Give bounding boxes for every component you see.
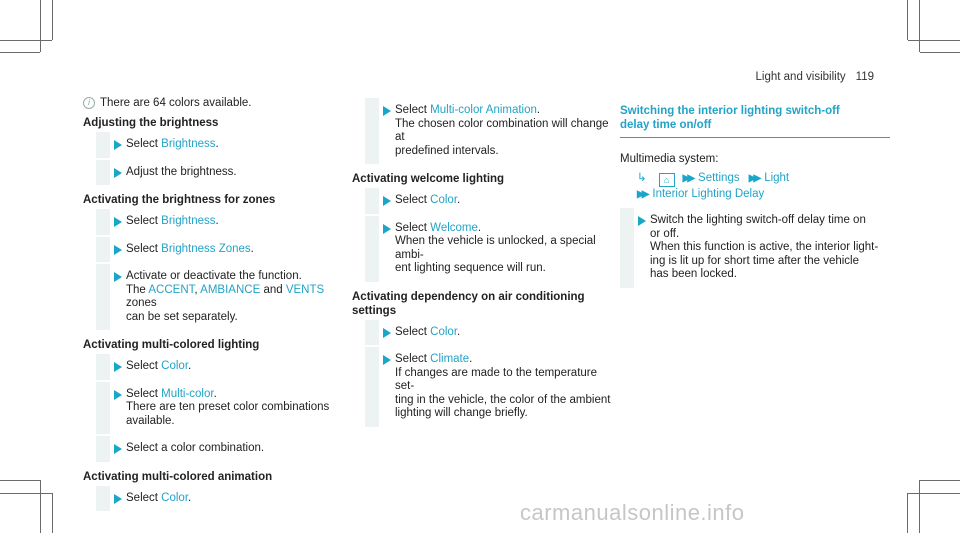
crop-mark	[0, 493, 52, 494]
arrow-icon	[383, 106, 391, 116]
menu-link-light: Light	[764, 172, 790, 184]
page-number: 119	[855, 71, 874, 83]
menu-link-color: Color	[430, 325, 458, 338]
arrow-icon	[114, 494, 122, 504]
step: Select Color.	[365, 194, 617, 208]
step: Select Brightness.	[96, 215, 348, 229]
menu-path	[620, 171, 890, 187]
crop-mark	[907, 0, 908, 40]
arrow-icon	[114, 272, 122, 282]
menu-link-brightness-zones: Brightness Zones	[161, 242, 251, 255]
step: Select Multi-color. There are ten preset color combinations available.	[96, 388, 348, 429]
crop-mark	[919, 480, 920, 533]
menu-link-multicolor: Multi-color	[161, 387, 214, 400]
zone-ambiance: AMBIANCE	[200, 283, 261, 296]
step: Select Climate. If changes are made to the temperature set- ting in the vehicle, the color of the ambient lighting will change briefly.	[365, 353, 617, 421]
watermark: carmanualsonline.info	[520, 500, 745, 525]
page-header	[756, 71, 874, 83]
heading-brightness: Adjusting the brightness	[83, 117, 219, 129]
arrow-icon	[383, 328, 391, 338]
arrow-icon	[114, 245, 122, 255]
menu-link-climate: Climate	[430, 353, 470, 365]
crop-mark	[908, 40, 960, 41]
column-3	[620, 104, 890, 296]
arrow-icon	[114, 217, 122, 227]
heading-multicolor: Activating multi-colored lighting	[83, 339, 260, 351]
zone-accent: ACCENT	[148, 283, 195, 296]
section-rule	[620, 137, 890, 138]
crop-mark	[920, 52, 960, 53]
heading-welcome: Activating welcome lighting	[352, 173, 505, 185]
crop-mark	[920, 480, 960, 481]
step: Activate or deactivate the function. The ACCENT, AMBIANCE and VENTS zones can be set separately.	[96, 270, 348, 324]
system-label: Multimedia system:	[620, 153, 719, 165]
heading-animation: Activating multi-colored animation	[83, 470, 273, 483]
menu-link-brightness: Brightness	[161, 138, 216, 150]
step: Adjust the brightness.	[96, 166, 348, 180]
step: Select Brightness.	[96, 138, 348, 152]
arrow-icon	[383, 355, 391, 365]
menu-path	[620, 187, 890, 202]
menu-link-interior-lighting-delay: Interior Lighting Delay	[652, 188, 765, 200]
step: Select Welcome. When the vehicle is unlocked, a special ambi- ent lighting sequence will run.	[365, 222, 617, 276]
arrow-icon	[114, 140, 122, 150]
info-note: i There are 64 colors available.	[83, 96, 348, 110]
column-1	[83, 96, 348, 519]
info-icon: i	[83, 97, 95, 109]
path-arrow-icon: ↳	[637, 172, 647, 184]
crop-mark	[919, 0, 920, 52]
double-chevron-icon: ▶▶	[637, 189, 647, 200]
menu-link-multicolor-animation: Multi-color Animation	[430, 104, 537, 116]
menu-link-color: Color	[430, 194, 458, 206]
crop-mark	[52, 493, 53, 533]
menu-link-color: Color	[161, 491, 189, 504]
step: Select Color.	[96, 360, 348, 374]
arrow-icon	[114, 362, 122, 372]
step: Select Color.	[96, 492, 348, 506]
home-icon: ⌂	[659, 173, 675, 187]
crop-mark	[0, 480, 40, 481]
column-2	[352, 96, 617, 435]
double-chevron-icon: ▶▶	[682, 173, 693, 184]
arrow-icon	[383, 196, 391, 206]
double-chevron-icon: ▶▶	[748, 173, 759, 184]
crop-mark	[0, 40, 52, 41]
crop-mark	[907, 493, 908, 533]
step: Switch the lighting switch-off delay time on or off. When this function is active, the interior light- ing is lit up for short time after the vehicle has been locked.	[620, 214, 890, 282]
step: Select a color combination.	[96, 442, 348, 456]
step: Select Brightness Zones.	[96, 243, 348, 257]
crop-mark	[40, 0, 41, 52]
section-name: Light and visibility	[755, 71, 846, 83]
crop-mark	[908, 493, 960, 494]
arrow-icon	[114, 168, 122, 178]
arrow-icon	[114, 444, 122, 454]
arrow-icon	[638, 216, 646, 226]
step: Select Color.	[365, 326, 617, 340]
heading-dependency: Activating dependency on air conditioning settings	[352, 290, 585, 317]
arrow-icon	[383, 224, 391, 234]
section-title: Switching the interior lighting switch-off delay time on/off	[620, 105, 840, 131]
zone-vents: VENTS	[285, 283, 325, 296]
crop-mark	[52, 0, 53, 40]
menu-link-color: Color	[161, 360, 189, 372]
crop-mark	[40, 480, 41, 533]
heading-zones: Activating the brightness for zones	[83, 194, 276, 206]
arrow-icon	[114, 390, 122, 400]
menu-link-settings: Settings	[698, 172, 740, 184]
menu-link-welcome: Welcome	[430, 221, 478, 234]
crop-mark	[0, 52, 40, 53]
step: Select Multi-color Animation. The chosen color combination will change at predefined intervals.	[365, 104, 617, 158]
menu-link-brightness: Brightness	[161, 215, 216, 227]
